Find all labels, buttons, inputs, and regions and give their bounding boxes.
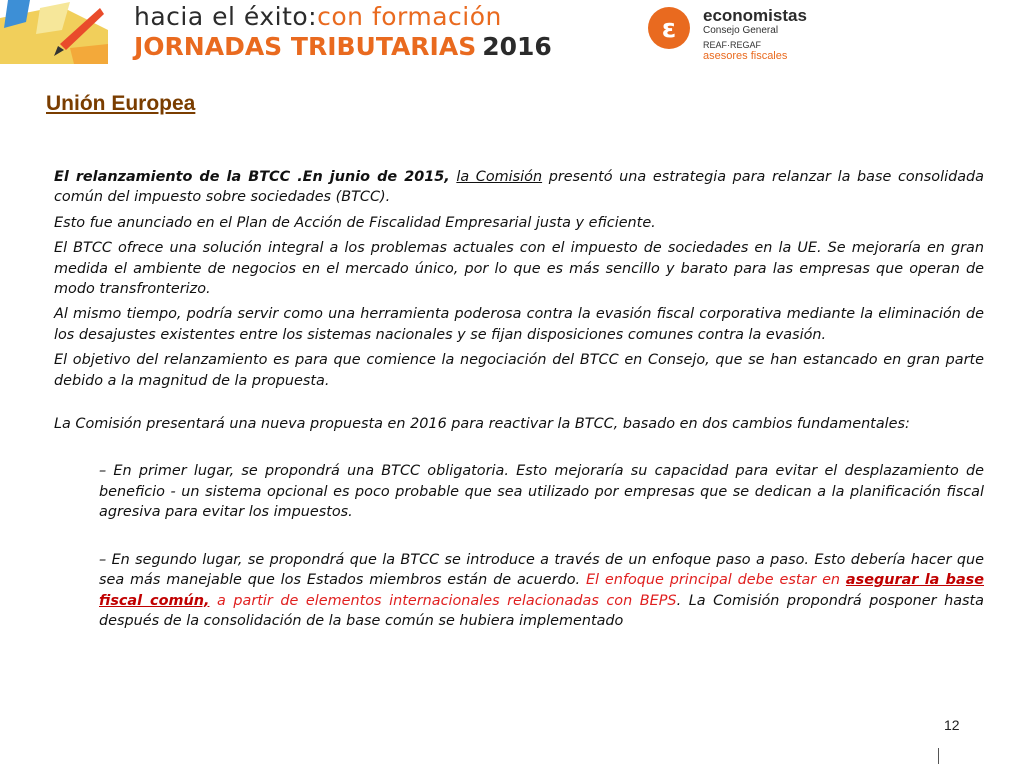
org-asesores: asesores fiscales [703, 50, 788, 62]
header-title-part1: hacia el éxito: [134, 2, 318, 31]
org-reaf: REAF·REGAF [703, 40, 762, 50]
slide-header [0, 0, 1024, 66]
paragraph-4: Al mismo tiempo, podría servir como una herramienta poderosa contra la evasión fiscal corporativa mediante la eliminación de los desajustes existentes entre los sistemas nacionales y se fijan disposiciones comunes contra la evasión. [54, 306, 984, 343]
svg-text:ε: ε [661, 14, 677, 44]
economistas-logo-icon [647, 6, 691, 50]
org-sub: Consejo General [703, 25, 779, 36]
paragraph-1 [54, 167, 984, 208]
paragraph-1-bold: El relanzamiento de la BTCC .En junio de 2015, [54, 169, 450, 185]
comision-link[interactable]: la Comisión [456, 169, 543, 185]
org-name: economistas [703, 6, 807, 25]
organization-block [703, 7, 807, 62]
bullet-2-end: . La Comisión propondrá posponer hasta después de la consolidación de la base común se hubiera implementado [99, 592, 984, 629]
paragraph-6: La Comisión presentará una nueva propuesta en 2016 para reactivar la BTCC, basado en dos cambios fundamentales: [54, 416, 910, 433]
paragraph-1-rest: presentó una estrategia para relanzar la base consolidada común del impuesto sobre sociedades (BTCC). [54, 169, 984, 206]
paragraph-2: Esto fue anunciado en el Plan de Acción de Fiscalidad Empresarial justa y eficiente. [54, 214, 656, 231]
header-event-year: 2016 [482, 32, 552, 61]
header-title-part2: con formación [317, 2, 502, 31]
header-title-line2 [134, 30, 552, 64]
bullet-2-text: – En segundo lugar, se propondrá que la BTCC se introduce a través de un enfoque paso a paso. Esto debería hacer que sea más manejable que los Estados miembros están de acuerdo. [99, 551, 984, 589]
paragraph-3: El BTCC ofrece una solución integral a los problemas actuales con el impuesto de sociedades en la UE. Se mejoraría en gran medida el ambiente de negocios en el mercado único, por lo que es más sencillo y barato para las empresas que operan de modo transfronterizo. [54, 240, 984, 298]
header-title-line1 [134, 0, 502, 34]
paragraph-5: El objetivo del relanzamiento es para que comience la negociación del BTCC en Consejo, que se han estancado en gran parte debido a la magnitud de la propuesta. [54, 352, 984, 389]
footer-divider [938, 748, 939, 764]
bullet-2-red-text-2: a partir de elementos internacionales relacionadas con BEPS [217, 592, 677, 609]
section-title: Unión Europea [46, 92, 196, 115]
bullet-1: – En primer lugar, se propondrá una BTCC obligatoria. Esto mejoraría su capacidad para evitar el desplazamiento de beneficio - un sistema opcional es poco probable que sea utilizado por empresas que se dedican a la planificación fiscal agresiva para evitar los impuestos. [99, 463, 984, 521]
page-number: 12 [944, 717, 960, 733]
event-logo-art [0, 0, 110, 64]
header-event-name: JORNADAS TRIBUTARIAS [134, 32, 477, 61]
bullet-2-red-text: El enfoque principal debe estar en [585, 572, 841, 589]
slide-body [54, 167, 984, 636]
bullet-2-red-bold: asegurar la base fiscal común, [99, 572, 984, 609]
bullet-2 [99, 550, 984, 632]
